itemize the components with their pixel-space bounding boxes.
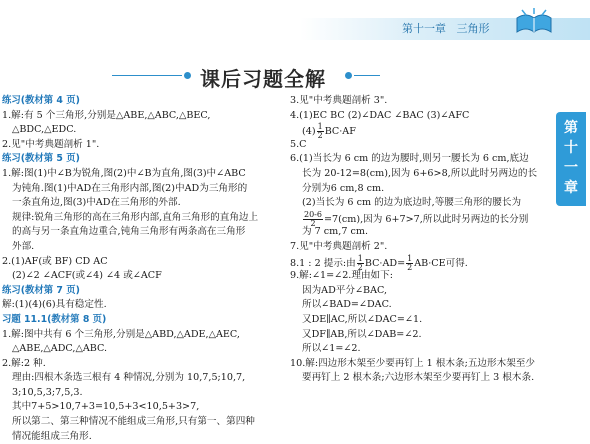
fraction bbox=[317, 123, 324, 140]
line-text: (4) bbox=[302, 126, 316, 138]
line-text: △BDC,△EDC. bbox=[12, 124, 77, 136]
line-text: 解:(1)(4)(6)具有稳定性. bbox=[2, 299, 107, 311]
page-title: 课后习题全解 bbox=[200, 67, 326, 91]
line-text: 3.见"中考典题剖析 3". bbox=[290, 95, 388, 106]
line-text: 要再钉上 2 根木条;六边形木架至少要再钉上 3 根木条. bbox=[302, 372, 535, 384]
line-text-after: =7(cm),因为 6+7>7,所以此时另两边的长分别 bbox=[323, 213, 529, 225]
text-line bbox=[290, 225, 552, 240]
title-dot-left bbox=[184, 72, 191, 79]
side-tab-char: 十 bbox=[564, 140, 578, 156]
line-text: 10.解:四边形木架至少要再钉上 1 根木条;五边形木架至少 bbox=[290, 357, 535, 369]
text-line bbox=[2, 255, 282, 270]
line-text: 因为AD平分∠BAC, bbox=[302, 284, 388, 296]
text-line bbox=[290, 342, 552, 357]
line-text: (2)当长为 6 cm 的边为底边时,等腰三角形的腰长为 bbox=[302, 197, 522, 209]
line-text: △ABE,△ADC,△ABC. bbox=[12, 343, 108, 355]
text-line bbox=[2, 415, 282, 430]
line-text: 情况能组成三角形. bbox=[12, 430, 92, 442]
page-header bbox=[0, 0, 590, 44]
text-line bbox=[2, 269, 282, 284]
line-text: 1.解:图中共有 6 个三角形,分别是△ABD,△ADE,△AEC, bbox=[2, 328, 240, 340]
text-line bbox=[290, 152, 552, 167]
page-title-block bbox=[112, 60, 380, 90]
line-text: 外部. bbox=[12, 240, 35, 252]
fraction-numerator: 20-6 bbox=[304, 209, 322, 219]
text-line bbox=[2, 386, 282, 401]
line-text: 所以∠BAD=∠DAC. bbox=[302, 299, 392, 311]
fraction-numerator: 1 bbox=[317, 122, 323, 132]
line-text: 又DF∥AB,所以∠DAB=∠2. bbox=[302, 328, 422, 340]
header-chapter: 第十一章 bbox=[402, 22, 446, 35]
text-line bbox=[2, 342, 282, 357]
line-text: 4.(1)EC BC (2)∠DAC ∠BAC (3)∠AFC bbox=[290, 109, 470, 121]
title-dot-right bbox=[345, 72, 352, 79]
text-line bbox=[2, 328, 282, 343]
line-text-after: AB·CE可得. bbox=[414, 257, 468, 269]
fraction-denominator: 2 bbox=[317, 131, 323, 141]
line-text: 长为 20-12=8(cm),因为 6+6>8,所以此时另两边的长 bbox=[302, 167, 538, 179]
text-line bbox=[2, 400, 282, 415]
line-text: 的高与另一条直角边重合,钝角三角形有两条高在三角形 bbox=[12, 226, 246, 238]
header-section: 三角形 bbox=[456, 22, 490, 35]
line-text: 9.解:∠1=∠2.理由如下: bbox=[290, 270, 393, 282]
line-text: 2.见"中考典题剖析 1". bbox=[2, 138, 100, 150]
line-text: (2)∠2 ∠ACF(或∠4) ∠4 或∠ACF bbox=[12, 270, 162, 282]
text-line bbox=[2, 357, 282, 372]
line-text: 3;10,5,3;7,5,3. bbox=[12, 386, 83, 398]
text-line bbox=[290, 167, 552, 182]
text-line bbox=[2, 196, 282, 211]
text-line bbox=[290, 357, 552, 372]
section-heading bbox=[2, 313, 282, 328]
header-chapter-section bbox=[402, 20, 490, 36]
text-line bbox=[2, 298, 282, 313]
side-tab-char: 一 bbox=[564, 160, 578, 176]
text-line bbox=[290, 182, 552, 197]
line-text: 规律:锐角三角形的高在三角形内部,直角三角形的直角边上 bbox=[12, 211, 259, 223]
text-line bbox=[290, 313, 552, 328]
line-text: 又DE∥AC,所以∠DAC=∠1. bbox=[302, 313, 423, 325]
text-line bbox=[2, 240, 282, 255]
text-line bbox=[290, 109, 552, 124]
text-line bbox=[290, 240, 552, 255]
line-text: 5.C bbox=[290, 138, 307, 150]
text-line bbox=[290, 298, 552, 313]
text-line bbox=[290, 122, 552, 141]
fraction-numerator: 1 bbox=[407, 253, 413, 263]
text-line bbox=[2, 371, 282, 386]
text-line bbox=[290, 284, 552, 299]
line-text: 理由:四根木条选三根有 4 种情况,分别为 10,7,5;10,7, bbox=[12, 372, 246, 384]
line-text: 为 7 cm,7 cm. bbox=[302, 226, 368, 238]
text-line bbox=[290, 196, 552, 211]
title-rule-left bbox=[112, 75, 182, 76]
text-line bbox=[2, 211, 282, 226]
line-text: 7.见"中考典题剖析 2". bbox=[290, 240, 388, 252]
text-line bbox=[290, 94, 552, 109]
text-line bbox=[290, 371, 552, 386]
line-text: 练习(教材第 7 页) bbox=[2, 284, 80, 296]
text-line bbox=[290, 138, 552, 153]
text-line bbox=[2, 182, 282, 197]
line-text: 所以第二、第三种情况不能组成三角形,只有第一、第四种 bbox=[12, 416, 255, 428]
text-line bbox=[2, 123, 282, 138]
right-column bbox=[290, 94, 552, 386]
text-line bbox=[290, 211, 552, 226]
line-text-after: BC·AD= bbox=[364, 257, 406, 269]
line-text: 2.(1)AF(或 BF) CD AC bbox=[2, 255, 108, 267]
fraction-numerator: 1 bbox=[357, 253, 363, 263]
section-heading bbox=[2, 94, 282, 109]
line-text: 练习(教材第 5 页) bbox=[2, 153, 80, 165]
section-heading bbox=[2, 152, 282, 167]
side-tab-char: 第 bbox=[564, 120, 578, 136]
fraction-denominator: 2 bbox=[310, 218, 316, 228]
line-text: 一条直角边,图(3)中AD在三角形的外部. bbox=[12, 197, 181, 209]
text-line bbox=[290, 255, 552, 270]
text-line bbox=[290, 328, 552, 343]
line-text: 分别为6 cm,8 cm. bbox=[302, 182, 385, 194]
line-text: 其中7+5>10,7+3=10,5+3<10,5+3>7, bbox=[12, 401, 200, 413]
text-line bbox=[290, 269, 552, 284]
open-book-icon bbox=[514, 6, 554, 36]
line-text: 所以∠1=∠2. bbox=[302, 343, 361, 355]
line-text: 6.(1)当长为 6 cm 的边为腰时,则另一腰长为 6 cm,底边 bbox=[290, 153, 529, 165]
text-line bbox=[2, 225, 282, 240]
text-line bbox=[2, 430, 282, 444]
side-tab-char: 章 bbox=[564, 180, 578, 196]
chapter-side-tab bbox=[556, 112, 586, 206]
line-text: 为钝角.图(1)中AD在三角形内部,图(2)中AD为三角形的 bbox=[12, 182, 248, 194]
line-text: 练习(教材第 4 页) bbox=[2, 95, 80, 106]
line-text: 1.解:图(1)中∠B为锐角,图(2)中∠B为直角,图(3)中∠ABC bbox=[2, 167, 246, 179]
title-rule-right bbox=[354, 75, 380, 76]
line-text: 1.解:有 5 个三角形,分别是△ABE,△ABC,△BEC, bbox=[2, 109, 211, 121]
text-line bbox=[2, 138, 282, 153]
fraction-denominator: 2 bbox=[357, 262, 363, 272]
text-line bbox=[2, 109, 282, 124]
line-text-after: BC·AF bbox=[324, 126, 356, 138]
line-text: 8.1 : 2 提示:由 bbox=[290, 257, 356, 269]
left-column bbox=[2, 94, 282, 444]
line-text: 2.解:2 种. bbox=[2, 357, 46, 369]
text-line bbox=[2, 167, 282, 182]
section-heading bbox=[2, 284, 282, 299]
fraction-denominator: 2 bbox=[407, 262, 413, 272]
fraction bbox=[406, 255, 413, 272]
line-text: 习题 11.1(教材第 8 页) bbox=[2, 313, 107, 325]
